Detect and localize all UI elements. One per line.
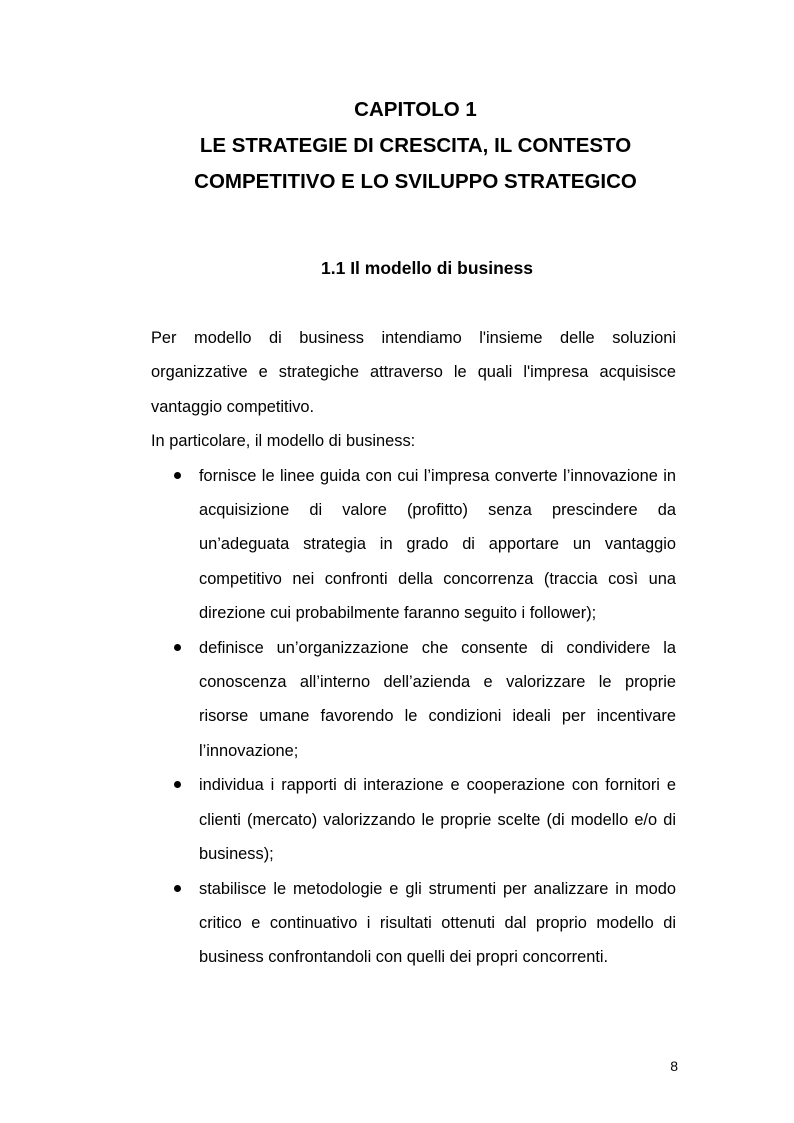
body-text	[151, 321, 676, 975]
list-item	[151, 872, 676, 975]
list-item-text: fornisce le linee guida con cui l’impresa converte l’innovazione in acquisizione di valore (profitto) senza prescindere da un’adeguata strategia in grado di apportare un vantaggio competitivo nei confronti della concorrenza (traccia così una direzione cui probabilmente faranno seguito i follower);	[199, 466, 676, 623]
list-item	[151, 768, 676, 871]
bullet-icon	[174, 781, 181, 788]
list-item-text: definisce un’organizzazione che consente di condividere la conoscenza all’interno dell’azienda e valorizzare le proprie risorse umane favorendo le condizioni ideali per incentivare l’innovazione;	[199, 638, 676, 760]
bullet-icon	[174, 472, 181, 479]
list-item-text: stabilisce le metodologie e gli strumenti per analizzare in modo critico e continuativo i risultati ottenuti dal proprio modello di business confrontandoli con quelli dei propri concorrenti.	[199, 879, 676, 967]
list-item-text: individua i rapporti di interazione e cooperazione con fornitori e clienti (mercato) valorizzando le proprie scelte (di modello e/o di business);	[199, 776, 676, 864]
bullet-list	[151, 459, 676, 975]
bullet-icon	[174, 644, 181, 651]
chapter-title-line-2: COMPETITIVO E LO SVILUPPO STRATEGICO	[194, 170, 637, 193]
list-item	[151, 631, 676, 769]
chapter-heading	[0, 92, 794, 200]
section-title: 1.1 Il modello di business	[321, 258, 533, 278]
chapter-label: CAPITOLO 1	[354, 98, 477, 121]
list-item	[151, 459, 676, 631]
bullet-icon	[174, 885, 181, 892]
list-intro-paragraph: In particolare, il modello di business:	[151, 432, 416, 451]
chapter-title-line-1: LE STRATEGIE DI CRESCITA, IL CONTESTO	[199, 134, 632, 157]
page-number: 8	[670, 1058, 678, 1074]
intro-paragraph: Per modello di business intendiamo l'insieme delle soluzioni organizzative e strategiche attraverso le quali l'impresa acquisisce vantaggio competitivo.	[151, 329, 676, 416]
